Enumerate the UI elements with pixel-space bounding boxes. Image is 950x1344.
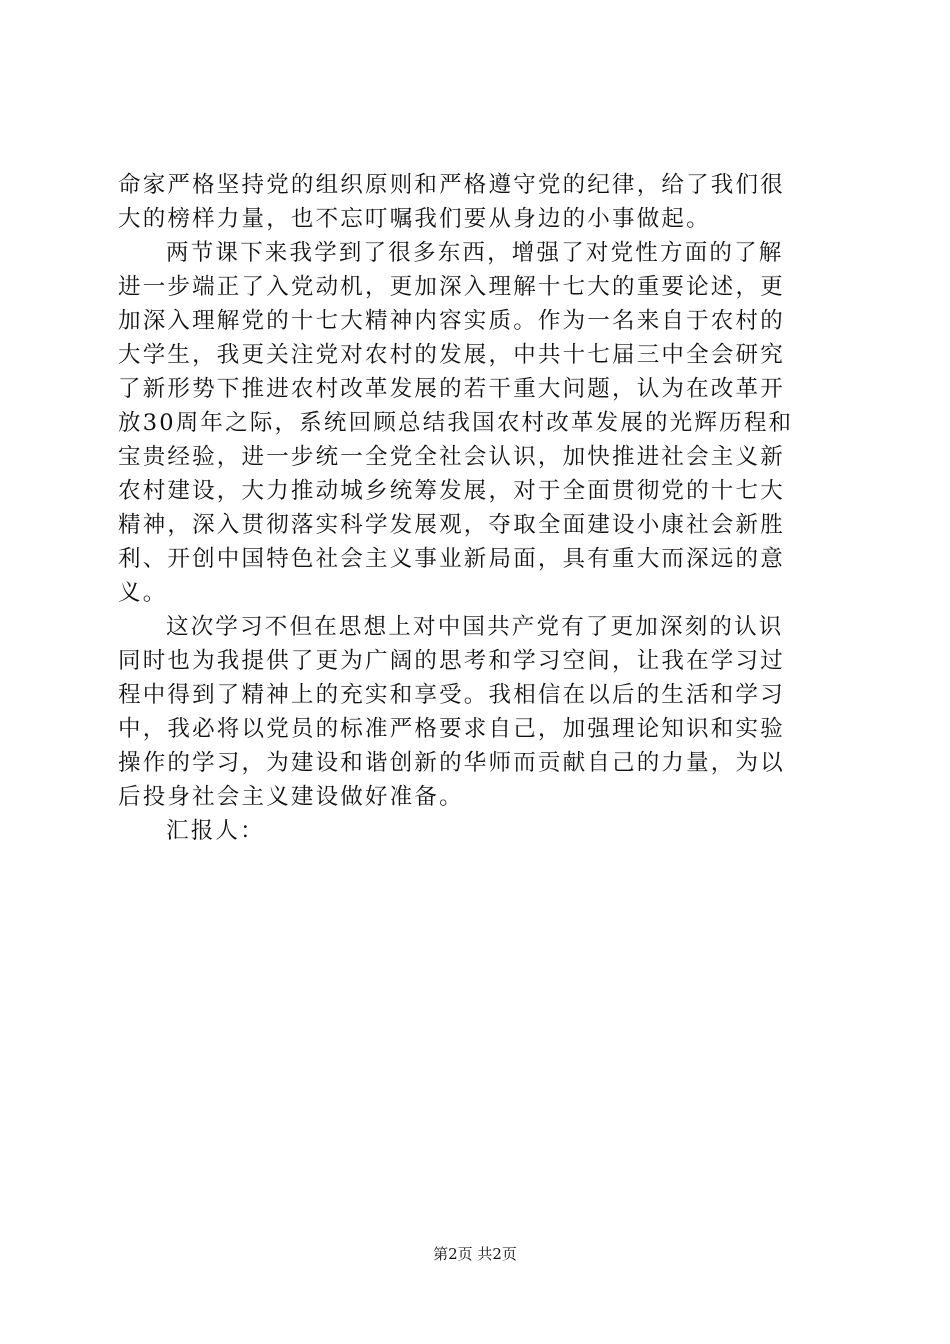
text-line: 进一步端正了入党动机，更加深入理解十七大的重要论述，更 <box>118 274 785 300</box>
text-line: 利、开创中国特色社会主义事业新局面，具有重大而深远的意 <box>118 546 785 572</box>
text-line: 操作的学习，为建设和谐创新的华师而贡献自己的力量，为以 <box>118 750 785 776</box>
paragraph <box>118 236 830 610</box>
text-line: 农村建设，大力推动城乡统筹发展，对于全面贯彻党的十七大 <box>118 478 785 504</box>
paragraph <box>118 610 830 814</box>
text-line: 这次学习不但在思想上对中国共产党有了更加深刻的认识 <box>166 614 784 640</box>
page-footer <box>0 1244 950 1264</box>
paragraph <box>118 814 830 848</box>
text-line: 义。 <box>118 580 168 606</box>
text-line: 大学生，我更关注党对农村的发展，中共十七届三中全会研究 <box>118 342 785 368</box>
page-number: 第2页 共2页 <box>433 1245 517 1263</box>
reporter-signature-line: 汇报人： <box>166 818 265 844</box>
text-line: 程中得到了精神上的充实和享受。我相信在以后的生活和学习 <box>118 682 785 708</box>
text-line: 命家严格坚持党的组织原则和严格遵守党的纪律，给了我们很 <box>118 172 785 198</box>
text-line: 精神，深入贯彻落实科学发展观，夺取全面建设小康社会新胜 <box>118 512 785 538</box>
text-line: 同时也为我提供了更为广阔的思考和学习空间，让我在学习过 <box>118 648 785 674</box>
text-line: 大的榜样力量，也不忘叮嘱我们要从身边的小事做起。 <box>118 206 711 232</box>
text-line: 宝贵经验，进一步统一全党全社会认识，加快推进社会主义新 <box>118 444 785 470</box>
text-line: 中，我必将以党员的标准严格要求自己，加强理论知识和实验 <box>118 716 785 742</box>
text-line: 后投身社会主义建设做好准备。 <box>118 784 464 810</box>
document-body <box>118 168 830 848</box>
text-line: 加深入理解党的十七大精神内容实质。作为一名来自于农村的 <box>118 308 785 334</box>
text-line: 两节课下来我学到了很多东西，增强了对党性方面的了解 <box>166 240 784 266</box>
text-line: 放30周年之际，系统回顾总结我国农村改革发展的光辉历程和 <box>118 410 794 436</box>
paragraph <box>118 168 830 236</box>
text-line: 了新形势下推进农村改革发展的若干重大问题，认为在改革开 <box>118 376 785 402</box>
